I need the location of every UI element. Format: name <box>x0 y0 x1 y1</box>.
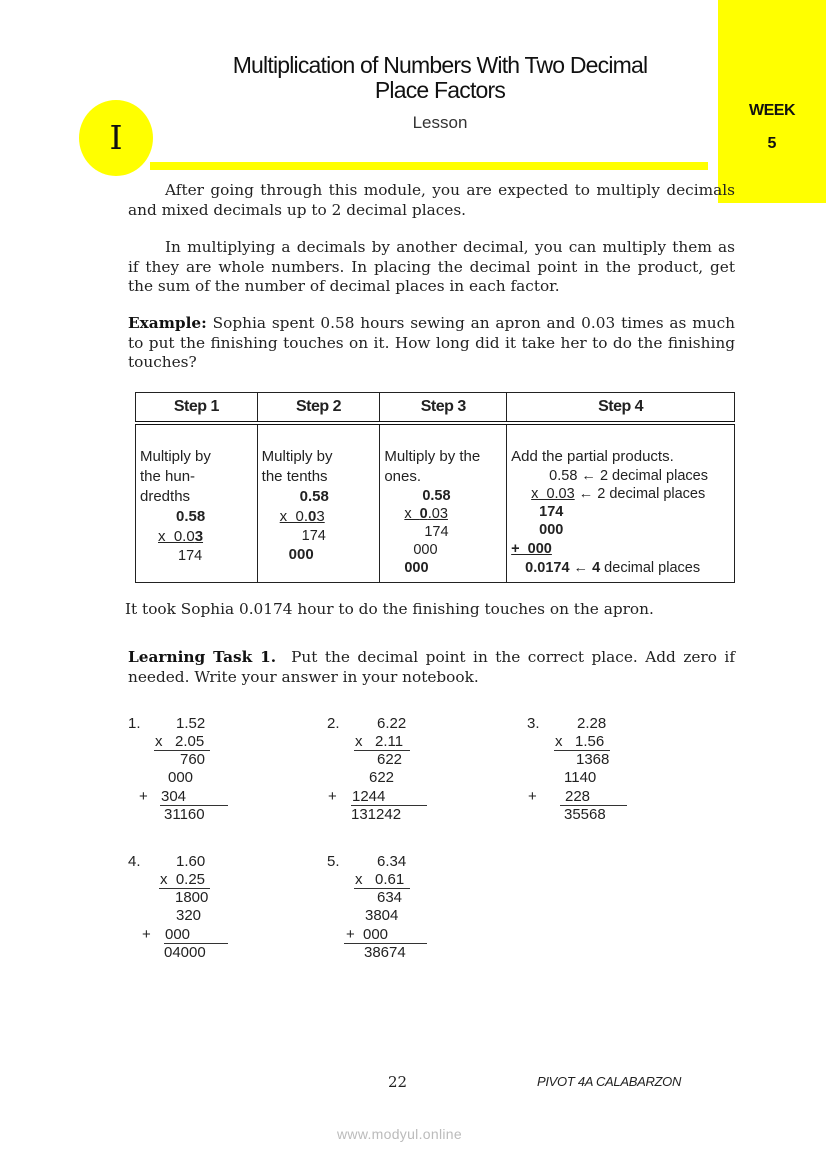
header-step-1: Step 1 <box>136 393 258 423</box>
header-step-3: Step 3 <box>380 393 507 423</box>
intro-paragraph-1-text: After going through this module, you are expected to multiply decimals and mixed decimals up to 2 decimal places. <box>128 181 735 219</box>
product: 131242 <box>351 806 402 823</box>
step-4-cell <box>507 423 735 583</box>
factor-value: x 0.03 <box>531 485 575 502</box>
learning-task-paragraph <box>128 648 735 687</box>
step-4-product <box>511 559 734 577</box>
partial-product-1: 760 <box>180 751 206 768</box>
section-letter: I <box>109 118 123 157</box>
factor-2: x 1.56 <box>555 733 605 750</box>
step-1-text: the hun- <box>140 467 196 485</box>
problem-number: 4. <box>128 853 141 870</box>
intro-paragraph-2-text: In multiplying a decimals by another decimal, you can multiply them as if they are whole numbers. In placing the decimal point in the product, get the sum of the number of decimal places in each factor. <box>128 238 735 295</box>
problem-number: 3. <box>527 715 540 732</box>
partial-product-1: 634 <box>377 889 403 906</box>
factor-2: x 2.11 <box>355 733 404 750</box>
step-1-factor-2 <box>140 527 257 547</box>
step-4-partial-2: 000 <box>539 521 564 538</box>
step-2-text: Multiply by <box>261 447 333 465</box>
factor-1: 2.28 <box>577 715 607 732</box>
partial-product-3: 228 <box>565 788 591 805</box>
decimal-note: 2 decimal places <box>597 485 706 502</box>
lesson-subtitle: Lesson <box>412 113 468 132</box>
factor-highlight: 0 <box>419 505 428 522</box>
decimal-note: decimal places <box>600 559 701 576</box>
page-number: 22 <box>388 1073 408 1091</box>
problem-2 <box>327 715 437 825</box>
arrow-left-icon: ← <box>573 559 589 576</box>
partial-product-2: 1140 <box>564 769 597 786</box>
week-label: WEEK <box>749 102 795 119</box>
decimal-note: 2 decimal places <box>599 467 708 484</box>
yellow-divider <box>150 162 708 170</box>
problem-5 <box>327 853 437 963</box>
step-2-factor-2 <box>262 507 380 527</box>
step-1-text: dredths <box>140 487 191 505</box>
product-value: 0.0174 <box>525 559 570 576</box>
step-4-partial-1: 174 <box>539 503 564 520</box>
partial-product-1: 1368 <box>576 751 610 768</box>
step-1-partial-1: 174 <box>178 547 203 564</box>
factor-prefix: x 0. <box>279 507 309 525</box>
factor-value: 0.58 <box>549 467 578 484</box>
problem-number: 2. <box>327 715 340 732</box>
step-3-partial-1: 174 <box>424 523 449 540</box>
problem-4 <box>128 853 238 963</box>
step-4-text: Add the partial products. <box>511 447 674 465</box>
factor-1: 6.34 <box>377 853 407 870</box>
step-1-cell <box>136 423 258 583</box>
factor-2: x 0.61 <box>355 871 405 888</box>
partial-product-3: 1244 <box>352 788 386 805</box>
step-3-text: Multiply by the <box>384 447 481 465</box>
steps-table <box>135 392 735 583</box>
factor-prefix: x <box>404 505 420 522</box>
partial-product-3: 000 <box>363 926 389 943</box>
factor-1: 1.52 <box>176 715 206 732</box>
example-label: Example: <box>128 314 207 332</box>
step-4-partial-3: + 000 <box>511 540 552 557</box>
step-2-text: the tenths <box>261 467 328 485</box>
example-paragraph <box>128 314 735 373</box>
product: 35568 <box>564 806 606 823</box>
partial-product-3: 000 <box>165 926 191 943</box>
partial-product-2: 000 <box>168 769 194 786</box>
watermark-link[interactable]: www.modyul.online <box>337 1126 462 1142</box>
arrow-left-icon: ← <box>581 467 596 484</box>
step-2-factor-1: 0.58 <box>299 487 329 505</box>
section-circle-icon <box>79 100 153 176</box>
step-1-factor-1: 0.58 <box>176 507 206 525</box>
product: 38674 <box>364 944 406 961</box>
example-text: Sophia spent 0.58 hours sewing an apron and 0.03 times as much to put the finishing touches on it. How long did it take her to do the finishing touches? <box>128 314 735 371</box>
arrow-left-icon: ← <box>578 485 594 502</box>
step-3-factor-2 <box>384 505 506 523</box>
factor-suffix: .03 <box>427 505 448 522</box>
partial-product-1: 622 <box>377 751 403 768</box>
step-2-cell <box>257 423 380 583</box>
steps-header-row <box>136 393 735 423</box>
steps-body-row <box>136 423 735 583</box>
partial-product-3: 304 <box>161 788 187 805</box>
header-step-2: Step 2 <box>257 393 380 423</box>
step-3-partial-3: 000 <box>404 559 429 576</box>
product: 31160 <box>164 806 205 823</box>
problem-1 <box>128 715 238 825</box>
step-4-factor-1 <box>511 467 734 485</box>
title-line-1: Multiplication of Numbers With Two Decimal <box>232 52 648 78</box>
intro-paragraph-2 <box>128 238 735 297</box>
title-line-2: Place Factors <box>374 77 506 103</box>
step-2-partial-2: 000 <box>288 545 314 563</box>
result-sentence: It took Sophia 0.0174 hour to do the finishing touches on the apron. <box>125 600 654 618</box>
partial-product-1: 1800 <box>175 889 209 906</box>
step-1-text: Multiply by <box>140 447 211 465</box>
plus-sign: + <box>139 788 148 805</box>
step-3-partial-2: 000 <box>413 541 438 558</box>
problem-number: 5. <box>327 853 340 870</box>
header-step-4: Step 4 <box>507 393 735 423</box>
product: 04000 <box>164 944 206 961</box>
step-2-partial-1: 174 <box>301 527 326 544</box>
partial-product-2: 320 <box>176 907 202 924</box>
footer-brand: PIVOT 4A CALABARZON <box>537 1074 682 1089</box>
decimal-count: 4 <box>592 559 601 576</box>
learning-task-text: Put the decimal point in the correct place. Add zero if needed. Write your answer in your notebook. <box>128 648 735 686</box>
factor-suffix: 3 <box>316 507 325 525</box>
problem-number: 1. <box>128 715 141 732</box>
plus-sign: + <box>142 926 151 943</box>
intro-paragraph-1 <box>128 181 735 220</box>
step-4-factor-2 <box>511 485 734 503</box>
step-3-factor-1: 0.58 <box>422 487 451 504</box>
step-3-text: ones. <box>384 467 422 485</box>
problem-3 <box>527 715 637 825</box>
week-number: 5 <box>767 135 777 152</box>
factor-1: 1.60 <box>176 853 206 870</box>
partial-product-2: 3804 <box>365 907 399 924</box>
plus-sign: + <box>328 788 337 805</box>
factor-highlight: 0 <box>308 507 317 525</box>
plus-sign: + <box>528 788 537 805</box>
step-3-cell <box>380 423 507 583</box>
factor-1: 6.22 <box>377 715 407 732</box>
page-title <box>140 53 740 103</box>
factor-highlight: 3 <box>194 527 204 545</box>
factor-prefix: x 0.0 <box>158 527 195 545</box>
plus-sign: + <box>346 926 355 943</box>
factor-2: x 0.25 <box>160 871 206 888</box>
factor-2: x 2.05 <box>155 733 205 750</box>
partial-product-2: 622 <box>369 769 395 786</box>
learning-task-label: Learning Task 1. <box>128 648 277 666</box>
